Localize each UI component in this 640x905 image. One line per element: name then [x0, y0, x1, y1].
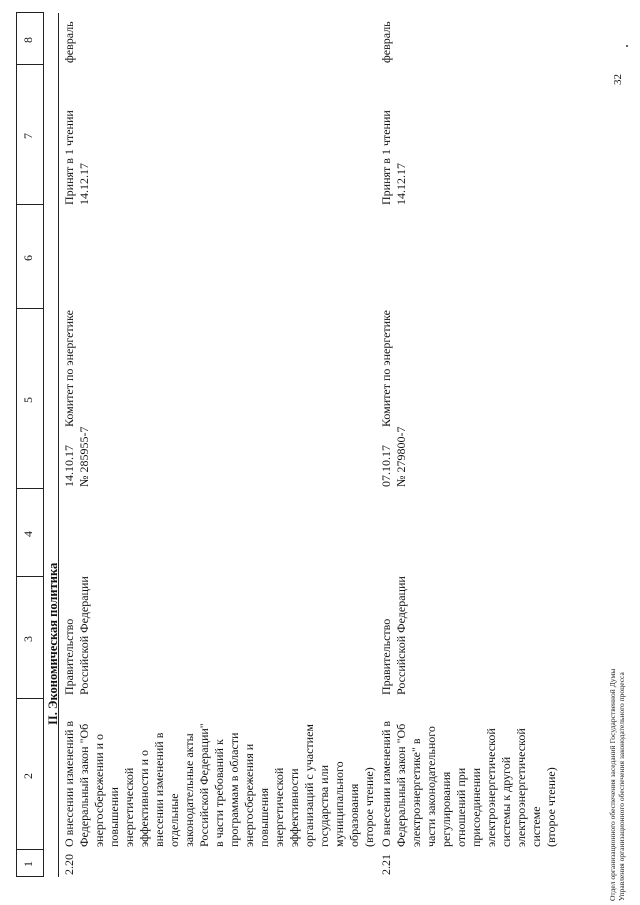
header-bottom-border [43, 13, 44, 877]
column-number: 1 [21, 861, 35, 867]
column-number: 4 [21, 531, 35, 537]
footer-line-1: Отдел организационного обеспечения заседаний Государственной Думы [608, 668, 617, 901]
bill-date: 07.10.17 [379, 445, 393, 487]
footer-line-2: Управления организационного обеспечения законодательного процесса [617, 672, 626, 901]
bill-title: О внесении изменений в Федеральный закон "Об электроэнергетике" в части законодательного регулирования отношений при присоединении электроэнергетической системы к другой электроэнергетической системе (второе чтение) [379, 720, 558, 847]
committee: Комитет по энергетике [62, 310, 76, 427]
column-divider [16, 64, 44, 65]
column-divider [16, 488, 44, 489]
column-divider [16, 576, 44, 577]
table-top-border [16, 13, 17, 877]
footer-note [608, 669, 626, 901]
bill-title: О внесении изменений в Федеральный закон "Об энергосбережении и о повышении энергетической эффективности и о внесении изменений в отдельные законодательные акты Российской Федерации" в части требований к программам в области энергосбережения и повышения энергетической эффективности организаций с участием государства или муниципального образования (второе чтение) [62, 720, 376, 847]
bill-number: № 285955-7 [77, 426, 91, 487]
bill-date: 14.10.17 [62, 445, 76, 487]
speck-mark [626, 45, 628, 47]
column-divider [16, 698, 44, 699]
column-divider [16, 12, 44, 13]
column-divider [16, 308, 44, 309]
committee: Комитет по энергетике [379, 310, 393, 427]
bill-number: № 279800-7 [394, 426, 408, 487]
bill-stage: Принят в 1 чтении 14.12.17 [379, 110, 408, 205]
column-number: 8 [21, 37, 35, 43]
planned-month: февраль [379, 21, 393, 63]
column-number: 6 [21, 255, 35, 261]
section-divider [58, 13, 59, 877]
section-title: II. Экономическая политика [46, 562, 60, 725]
planned-month: февраль [62, 21, 76, 63]
row-number: 2.21 [379, 854, 393, 875]
bill-author: Правительство Российской Федерации [62, 576, 91, 695]
column-number: 2 [21, 773, 35, 779]
bill-stage: Принят в 1 чтении 14.12.17 [62, 110, 91, 205]
page-number: 32 [612, 74, 624, 85]
column-divider [16, 876, 44, 877]
bill-author: Правительство Российской Федерации [379, 576, 408, 695]
column-divider [16, 204, 44, 205]
row-number: 2.20 [62, 854, 76, 875]
column-number: 5 [21, 397, 35, 403]
column-number: 7 [21, 133, 35, 139]
column-number: 3 [21, 636, 35, 642]
column-divider [16, 849, 44, 850]
